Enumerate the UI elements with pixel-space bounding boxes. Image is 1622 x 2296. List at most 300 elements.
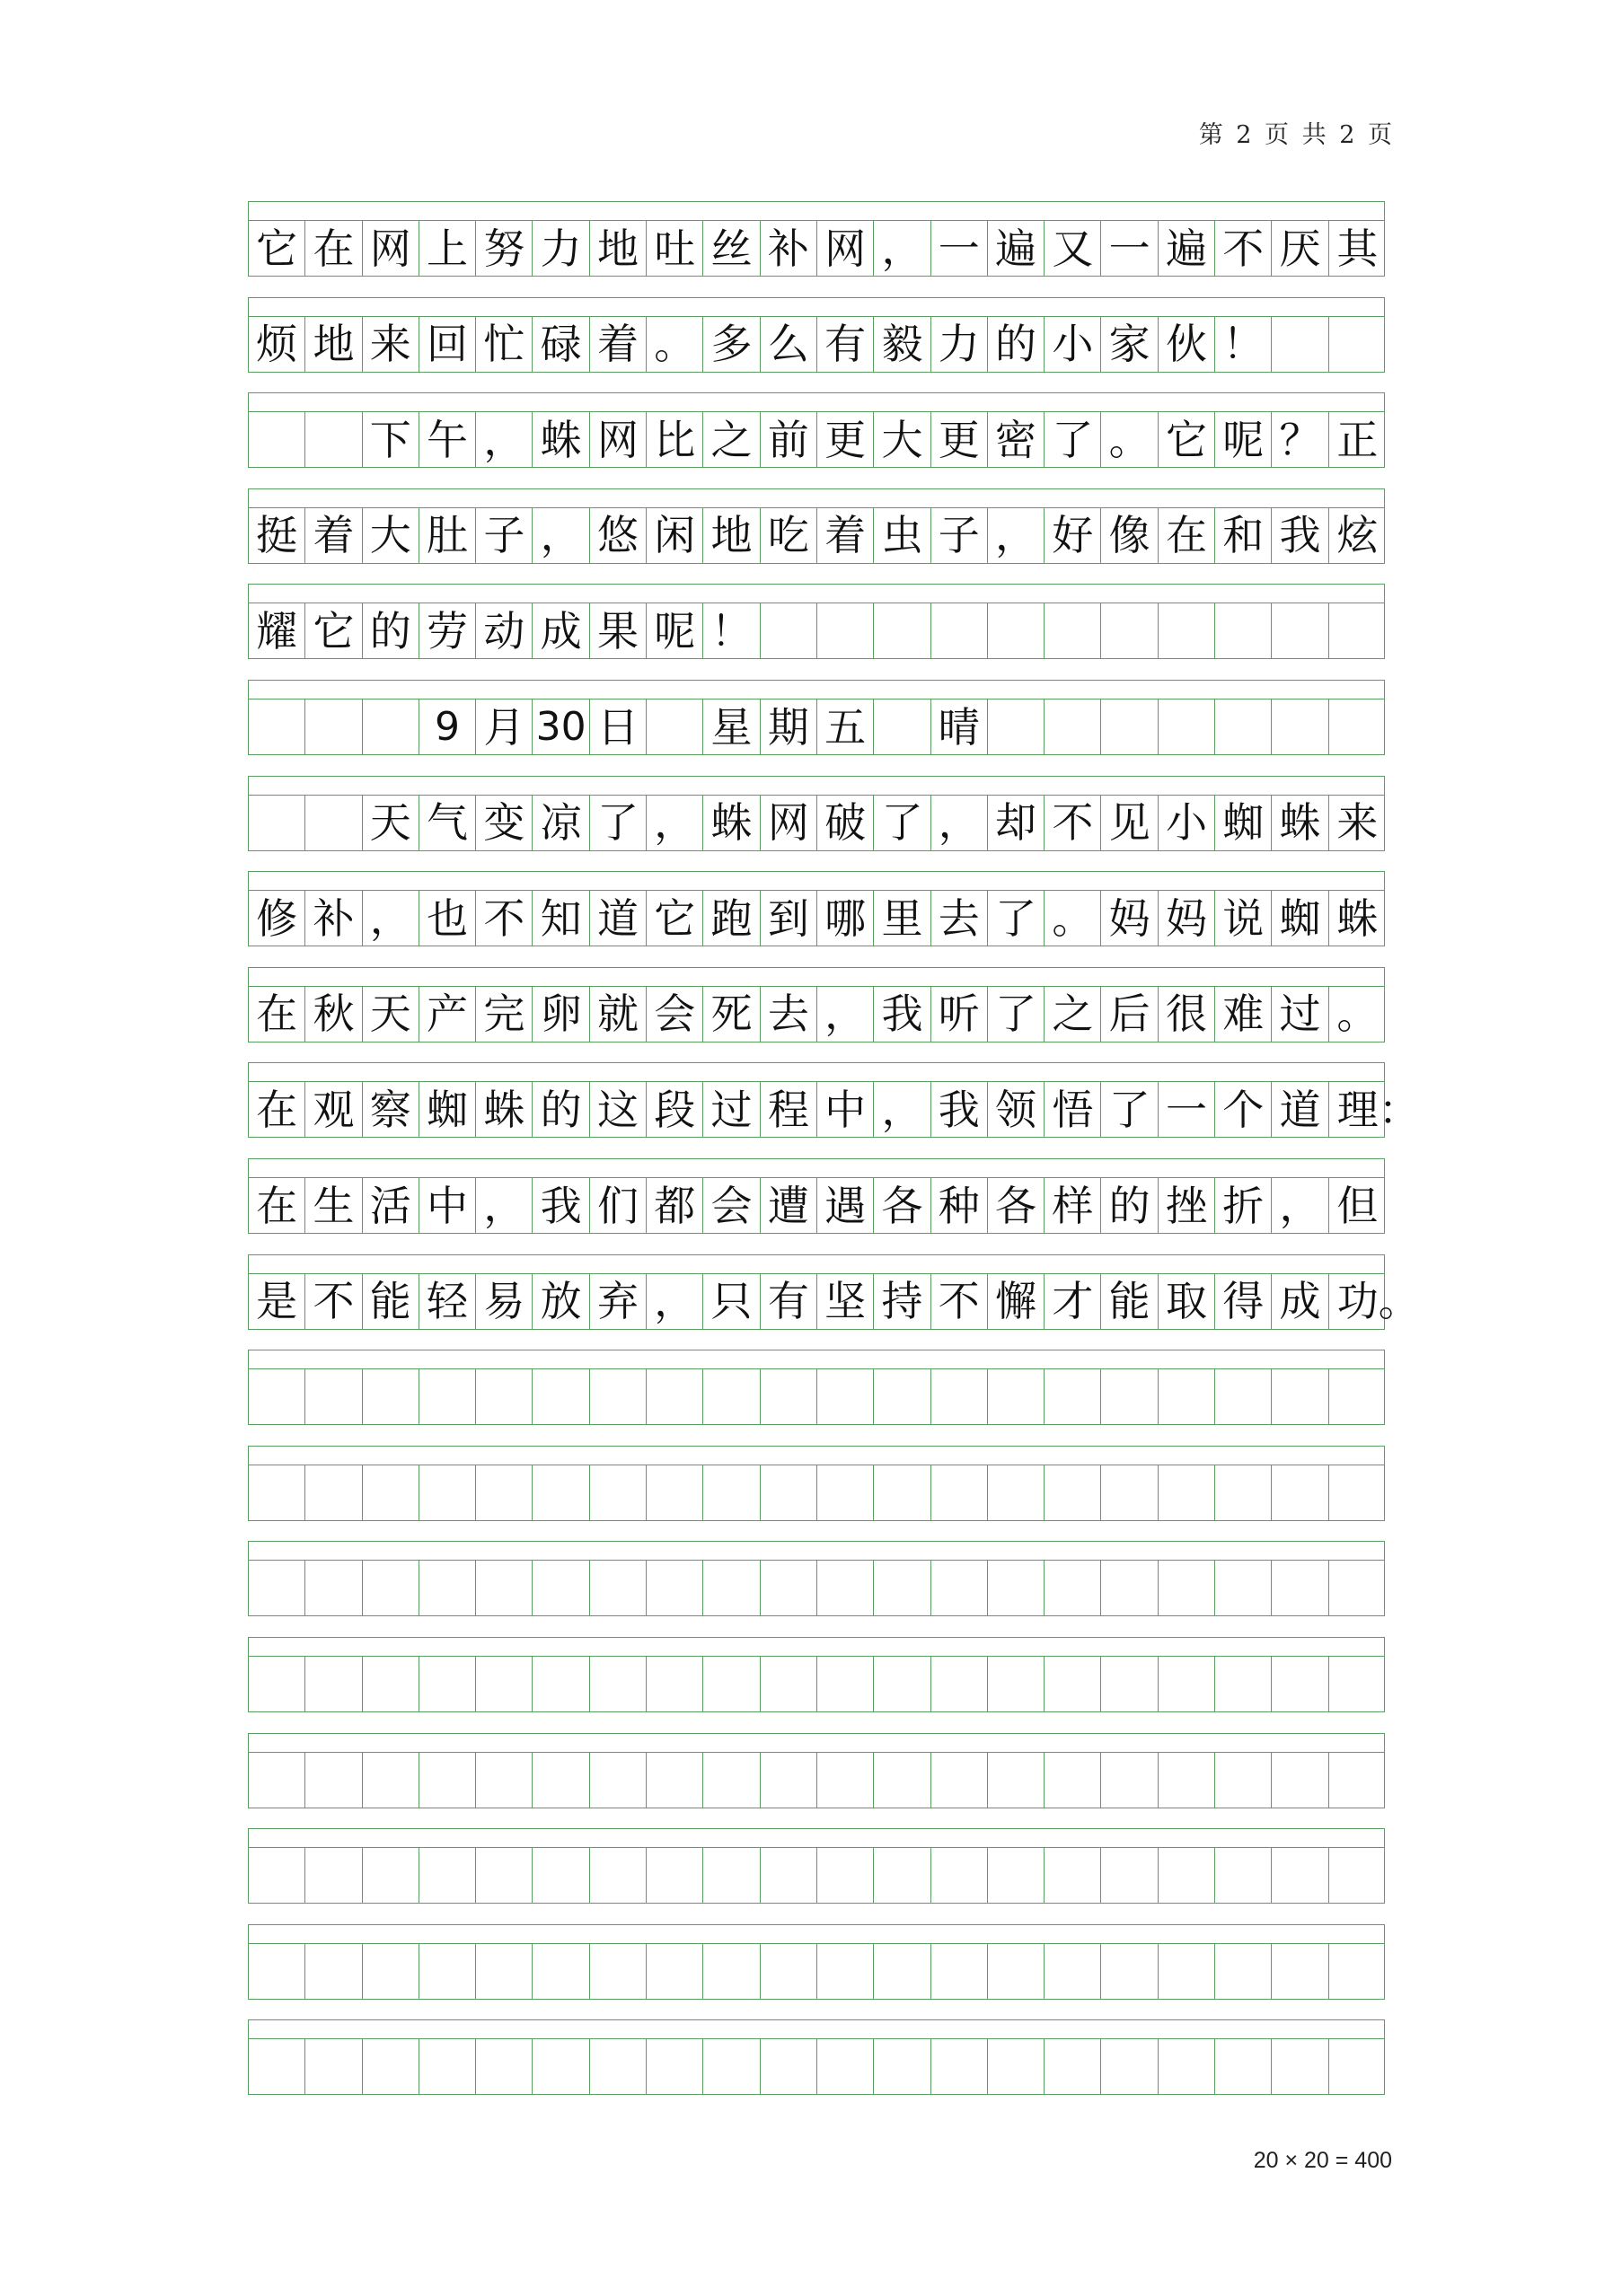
grid-cell xyxy=(1102,796,1159,850)
grid-cell xyxy=(988,221,1045,276)
grid-char xyxy=(590,1657,646,1711)
grid-char: 网 xyxy=(369,224,411,273)
grid-cell xyxy=(1272,2039,1328,2094)
grid-char xyxy=(476,1369,532,1424)
grid-cell xyxy=(476,1561,533,1615)
grid-cell xyxy=(874,412,930,467)
grid-cell xyxy=(931,1369,988,1424)
grid-char xyxy=(647,2039,702,2094)
grid-char xyxy=(931,1753,987,1808)
grid-cell xyxy=(533,603,590,658)
grid-cell xyxy=(1215,1753,1272,1808)
grid-cell xyxy=(931,2039,988,2094)
grid-row xyxy=(248,1081,1420,1138)
grid-cell xyxy=(703,1369,760,1424)
grid-char: 卵 xyxy=(540,990,582,1039)
grid-cell xyxy=(533,1944,590,1999)
grid-char: 前 xyxy=(767,415,809,464)
grid-char: 耀 xyxy=(256,606,298,655)
grid-cell xyxy=(931,1274,988,1329)
grid-char: 蛛 xyxy=(710,798,753,848)
grid-char xyxy=(1159,699,1214,754)
grid-char: 吃 xyxy=(767,511,809,560)
grid-row xyxy=(248,1177,1385,1234)
grid-char: 补 xyxy=(313,893,355,943)
grid-cell xyxy=(1045,412,1101,467)
grid-cell xyxy=(1102,412,1159,467)
grid-char xyxy=(363,1369,419,1424)
grid-cell xyxy=(249,1561,305,1615)
grid-cell xyxy=(817,1753,874,1808)
grid-char xyxy=(703,1657,759,1711)
grid-cell xyxy=(988,317,1045,372)
grid-cell xyxy=(1102,891,1159,946)
grid-char xyxy=(817,1657,873,1711)
grid-char: 得 xyxy=(1222,1277,1265,1326)
grid-cell xyxy=(476,603,533,658)
grid-char xyxy=(363,1561,419,1615)
grid-char xyxy=(1045,1848,1100,1903)
grid-char xyxy=(647,1369,702,1424)
grid-char xyxy=(988,1753,1044,1808)
grid-cell xyxy=(1045,1274,1101,1329)
grid-row xyxy=(248,1752,1385,1808)
grid-char xyxy=(249,412,304,467)
grid-cell xyxy=(1159,221,1215,276)
grid-char: 取 xyxy=(1165,1277,1207,1326)
grid-cell xyxy=(1045,317,1101,372)
grid-cell xyxy=(874,796,930,850)
grid-char xyxy=(476,1657,532,1711)
grid-char: 在 xyxy=(256,990,298,1039)
grid-cell xyxy=(703,1561,760,1615)
grid-cell xyxy=(1329,508,1386,563)
grid-char: 段 xyxy=(654,1085,696,1134)
grid-cell xyxy=(1102,1274,1159,1329)
grid-cell xyxy=(988,1561,1045,1615)
grid-char xyxy=(1272,1848,1327,1903)
grid-char xyxy=(590,1944,646,1999)
grid-char: ， xyxy=(938,798,980,848)
grid-char xyxy=(1045,1561,1100,1615)
grid-char xyxy=(249,1369,304,1424)
grid-cell xyxy=(988,2039,1045,2094)
grid-char xyxy=(1329,1753,1386,1808)
grid-char xyxy=(988,699,1044,754)
grid-char: 补 xyxy=(767,224,809,273)
grid-cell xyxy=(874,317,930,372)
grid-cell xyxy=(305,1753,362,1808)
grid-cell xyxy=(1102,221,1159,276)
grid-char xyxy=(931,1369,987,1424)
grid-char xyxy=(590,1753,646,1808)
grid-cell xyxy=(817,1657,874,1711)
grid-char xyxy=(1272,699,1327,754)
grid-char: 好 xyxy=(1052,511,1094,560)
grid-char xyxy=(305,1848,361,1903)
grid-cell xyxy=(817,221,874,276)
grid-spacer xyxy=(248,1637,1385,1657)
grid-cell xyxy=(817,1561,874,1615)
grid-spacer xyxy=(248,1350,1385,1369)
grid-row xyxy=(248,699,1385,755)
grid-cell xyxy=(590,1753,647,1808)
grid-char: 吐 xyxy=(654,224,696,273)
grid-cell xyxy=(761,1561,817,1615)
grid-char xyxy=(1045,1753,1100,1808)
grid-cell xyxy=(761,1848,817,1903)
grid-char: 么 xyxy=(767,320,809,369)
grid-char: 。 xyxy=(1336,990,1379,1039)
grid-char xyxy=(761,1561,816,1615)
grid-char: 到 xyxy=(767,893,809,943)
grid-char xyxy=(817,2039,873,2094)
grid-cell xyxy=(363,1082,419,1137)
grid-cell xyxy=(1215,1657,1272,1711)
grid-cell xyxy=(1159,412,1215,467)
grid-row xyxy=(248,890,1385,946)
grid-cell xyxy=(817,317,874,372)
grid-cell xyxy=(419,1944,476,1999)
grid-cell xyxy=(363,1178,419,1233)
grid-char: 动 xyxy=(483,606,525,655)
grid-cell xyxy=(988,1465,1045,1520)
grid-char xyxy=(249,1944,304,1999)
grid-cell xyxy=(1272,1465,1328,1520)
grid-char: 弃 xyxy=(596,1277,639,1326)
grid-cell xyxy=(817,2039,874,2094)
grid-char: 有 xyxy=(824,320,867,369)
grid-cell xyxy=(476,221,533,276)
grid-cell xyxy=(533,796,590,850)
grid-char xyxy=(874,1753,930,1808)
grid-cell xyxy=(988,1274,1045,1329)
grid-char xyxy=(874,2039,930,2094)
grid-char: 样 xyxy=(1052,1181,1094,1230)
grid-char: 秋 xyxy=(313,990,355,1039)
grid-char xyxy=(761,1657,816,1711)
grid-char xyxy=(305,2039,361,2094)
grid-char: 来 xyxy=(369,320,411,369)
grid-char: 网 xyxy=(596,415,639,464)
grid-size-footer: 20 × 20 = 400 xyxy=(1253,2148,1392,2173)
grid-row xyxy=(248,1273,1420,1330)
grid-char: 果 xyxy=(596,606,639,655)
grid-char: 们 xyxy=(596,1181,639,1230)
grid-cell xyxy=(1272,603,1328,658)
grid-char xyxy=(931,1561,987,1615)
grid-cell xyxy=(647,1657,703,1711)
grid-char xyxy=(249,1848,304,1903)
grid-char xyxy=(1215,1753,1271,1808)
grid-cell xyxy=(249,221,305,276)
grid-cell xyxy=(419,1369,476,1424)
grid-char xyxy=(305,1657,361,1711)
grid-spacer xyxy=(248,1446,1385,1465)
grid-cell xyxy=(1045,891,1101,946)
grid-char: 肚 xyxy=(427,511,469,560)
grid-char: 在 xyxy=(256,1181,298,1230)
grid-cell xyxy=(419,2039,476,2094)
grid-cell xyxy=(988,1178,1045,1233)
grid-char: 蜘 xyxy=(1279,893,1321,943)
grid-cell xyxy=(1215,1944,1272,1999)
grid-char: 不 xyxy=(313,1277,355,1326)
grid-char xyxy=(703,1944,759,1999)
grid-char: 星 xyxy=(710,702,753,752)
grid-cell xyxy=(305,317,362,372)
grid-char xyxy=(1215,1848,1271,1903)
grid-cell xyxy=(249,1178,305,1233)
grid-char xyxy=(647,1753,702,1808)
grid-cell xyxy=(1045,1753,1101,1808)
grid-cell xyxy=(476,1178,533,1233)
grid-char xyxy=(647,1944,702,1999)
grid-cell xyxy=(1329,603,1386,658)
grid-cell xyxy=(988,891,1045,946)
grid-cell xyxy=(1045,2039,1101,2094)
grid-spacer xyxy=(248,871,1385,891)
grid-char: 期 xyxy=(767,702,809,752)
grid-char xyxy=(874,1465,930,1520)
grid-cell xyxy=(761,1274,817,1329)
grid-char: 的 xyxy=(540,1085,582,1134)
grid-cell xyxy=(249,1753,305,1808)
grid-char: 跑 xyxy=(710,893,753,943)
grid-char xyxy=(1272,1369,1327,1424)
grid-char: 我 xyxy=(938,1085,980,1134)
grid-cell xyxy=(305,221,362,276)
grid-cell xyxy=(363,603,419,658)
grid-char: 的 xyxy=(995,320,1037,369)
grid-char xyxy=(249,1657,304,1711)
grid-row xyxy=(248,1368,1385,1425)
grid-char xyxy=(931,2039,987,2094)
grid-char xyxy=(817,1465,873,1520)
grid-char: ， xyxy=(483,415,525,464)
grid-char: 它 xyxy=(256,224,298,273)
grid-char: 说 xyxy=(1222,893,1265,943)
grid-char: 毅 xyxy=(881,320,923,369)
grid-cell xyxy=(363,1274,419,1329)
grid-char: 见 xyxy=(1108,798,1150,848)
grid-char: ！ xyxy=(1222,320,1265,369)
grid-char xyxy=(1215,699,1271,754)
grid-cell xyxy=(590,221,647,276)
grid-char xyxy=(1215,1465,1271,1520)
grid-char xyxy=(761,1753,816,1808)
grid-char xyxy=(1102,1657,1158,1711)
grid-char xyxy=(1102,1369,1158,1424)
grid-char xyxy=(1045,1465,1100,1520)
grid-cell xyxy=(1329,796,1386,850)
grid-char xyxy=(590,1465,646,1520)
grid-cell xyxy=(1045,1561,1101,1615)
grid-cell xyxy=(590,1561,647,1615)
grid-char: 坚 xyxy=(824,1277,867,1326)
grid-cell xyxy=(874,508,930,563)
grid-cell xyxy=(647,1178,703,1233)
grid-cell xyxy=(590,1944,647,1999)
grid-cell xyxy=(1329,1657,1386,1711)
grid-cell xyxy=(533,1657,590,1711)
grid-char: 活 xyxy=(369,1181,411,1230)
grid-char xyxy=(874,603,930,658)
grid-cell xyxy=(363,891,419,946)
grid-cell xyxy=(1329,699,1386,754)
grid-cell xyxy=(647,891,703,946)
grid-cell xyxy=(533,2039,590,2094)
grid-char: 不 xyxy=(1222,224,1265,273)
grid-cell xyxy=(1272,1657,1328,1711)
grid-char xyxy=(817,1848,873,1903)
grid-cell xyxy=(1215,508,1272,563)
grid-char xyxy=(1329,1465,1386,1520)
grid-char xyxy=(988,2039,1044,2094)
grid-char xyxy=(1045,1944,1100,1999)
grid-char xyxy=(1159,1561,1214,1615)
grid-spacer xyxy=(248,1828,1385,1848)
grid-char xyxy=(1329,1657,1386,1711)
grid-char: 伙 xyxy=(1165,320,1207,369)
grid-cell xyxy=(988,699,1045,754)
grid-cell xyxy=(476,1944,533,1999)
grid-cell xyxy=(817,1369,874,1424)
grid-char: 蛛 xyxy=(540,415,582,464)
grid-cell xyxy=(476,1274,533,1329)
grid-cell xyxy=(647,796,703,850)
grid-cell xyxy=(305,2039,362,2094)
grid-cell xyxy=(988,987,1045,1042)
grid-char xyxy=(590,1369,646,1424)
grid-cell xyxy=(703,603,760,658)
grid-char: 力 xyxy=(938,320,980,369)
grid-char: 来 xyxy=(1336,798,1379,848)
grid-cell xyxy=(305,1944,362,1999)
grid-cell xyxy=(590,603,647,658)
grid-cell xyxy=(761,891,817,946)
grid-char: 凉 xyxy=(540,798,582,848)
grid-char xyxy=(647,1657,702,1711)
grid-cell xyxy=(931,891,988,946)
grid-cell xyxy=(1102,1082,1159,1137)
grid-cell xyxy=(363,1465,419,1520)
grid-char xyxy=(305,1369,361,1424)
grid-cell xyxy=(590,796,647,850)
grid-cell xyxy=(419,508,476,563)
grid-char: 之 xyxy=(1052,990,1094,1039)
grid-cell xyxy=(761,1944,817,1999)
grid-cell xyxy=(931,412,988,467)
grid-cell xyxy=(647,1465,703,1520)
grid-char xyxy=(533,1369,589,1424)
grid-spacer xyxy=(248,680,1385,699)
grid-cell xyxy=(931,1944,988,1999)
grid-char xyxy=(249,699,304,754)
grid-cell xyxy=(476,1753,533,1808)
grid-char: 我 xyxy=(540,1181,582,1230)
grid-cell xyxy=(1215,699,1272,754)
grid-char: 程 xyxy=(767,1085,809,1134)
grid-spacer xyxy=(248,1924,1385,1944)
grid-char xyxy=(476,2039,532,2094)
grid-char: 成 xyxy=(1279,1277,1321,1326)
grid-char xyxy=(363,1657,419,1711)
grid-cell xyxy=(1215,1369,1272,1424)
grid-char: 悠 xyxy=(596,511,639,560)
grid-cell xyxy=(988,1657,1045,1711)
grid-cell xyxy=(1272,1274,1328,1329)
grid-char: 更 xyxy=(938,415,980,464)
grid-cell xyxy=(305,508,362,563)
grid-cell xyxy=(533,987,590,1042)
grid-row xyxy=(248,986,1385,1042)
grid-char xyxy=(363,699,419,754)
grid-cell xyxy=(1102,1944,1159,1999)
grid-cell xyxy=(817,1082,874,1137)
grid-cell xyxy=(931,1561,988,1615)
grid-char xyxy=(1329,699,1386,754)
grid-cell xyxy=(476,1848,533,1903)
grid-cell xyxy=(817,1944,874,1999)
grid-char xyxy=(1329,1369,1386,1424)
grid-char: 易 xyxy=(483,1277,525,1326)
grid-cell xyxy=(703,1657,760,1711)
grid-cell xyxy=(1159,987,1215,1042)
grid-cell xyxy=(1215,2039,1272,2094)
grid-cell xyxy=(703,1753,760,1808)
grid-cell xyxy=(1272,891,1328,946)
grid-char: 不 xyxy=(1052,798,1094,848)
grid-char: 察 xyxy=(369,1085,411,1134)
grid-cell xyxy=(703,1178,760,1233)
grid-cell xyxy=(1329,412,1386,467)
grid-cell xyxy=(931,508,988,563)
grid-char: 中 xyxy=(427,1181,469,1230)
grid-cell xyxy=(1329,1274,1420,1329)
grid-cell xyxy=(647,221,703,276)
grid-cell xyxy=(533,508,590,563)
grid-char xyxy=(761,2039,816,2094)
grid-cell xyxy=(249,699,305,754)
grid-char: 我 xyxy=(881,990,923,1039)
grid-cell xyxy=(1045,1944,1101,1999)
grid-row xyxy=(248,1656,1385,1712)
grid-spacer xyxy=(248,1733,1385,1753)
grid-cell xyxy=(761,317,817,372)
grid-cell xyxy=(363,412,419,467)
grid-cell xyxy=(476,317,533,372)
grid-char xyxy=(363,1944,419,1999)
grid-cell xyxy=(305,1465,362,1520)
grid-char: 像 xyxy=(1108,511,1150,560)
grid-char: 了 xyxy=(1108,1085,1150,1134)
grid-char xyxy=(1215,1657,1271,1711)
grid-cell xyxy=(249,317,305,372)
grid-cell xyxy=(476,1369,533,1424)
grid-cell xyxy=(249,508,305,563)
grid-char: 蛛 xyxy=(1279,798,1321,848)
grid-row xyxy=(248,795,1385,851)
grid-char xyxy=(931,603,987,658)
grid-char: 能 xyxy=(1108,1277,1150,1326)
grid-cell xyxy=(874,221,930,276)
grid-char: 子 xyxy=(483,511,525,560)
grid-cell xyxy=(1272,1944,1328,1999)
grid-char: 悟 xyxy=(1052,1085,1094,1134)
grid-char: 的 xyxy=(369,606,411,655)
grid-char: ？ xyxy=(1279,415,1321,464)
